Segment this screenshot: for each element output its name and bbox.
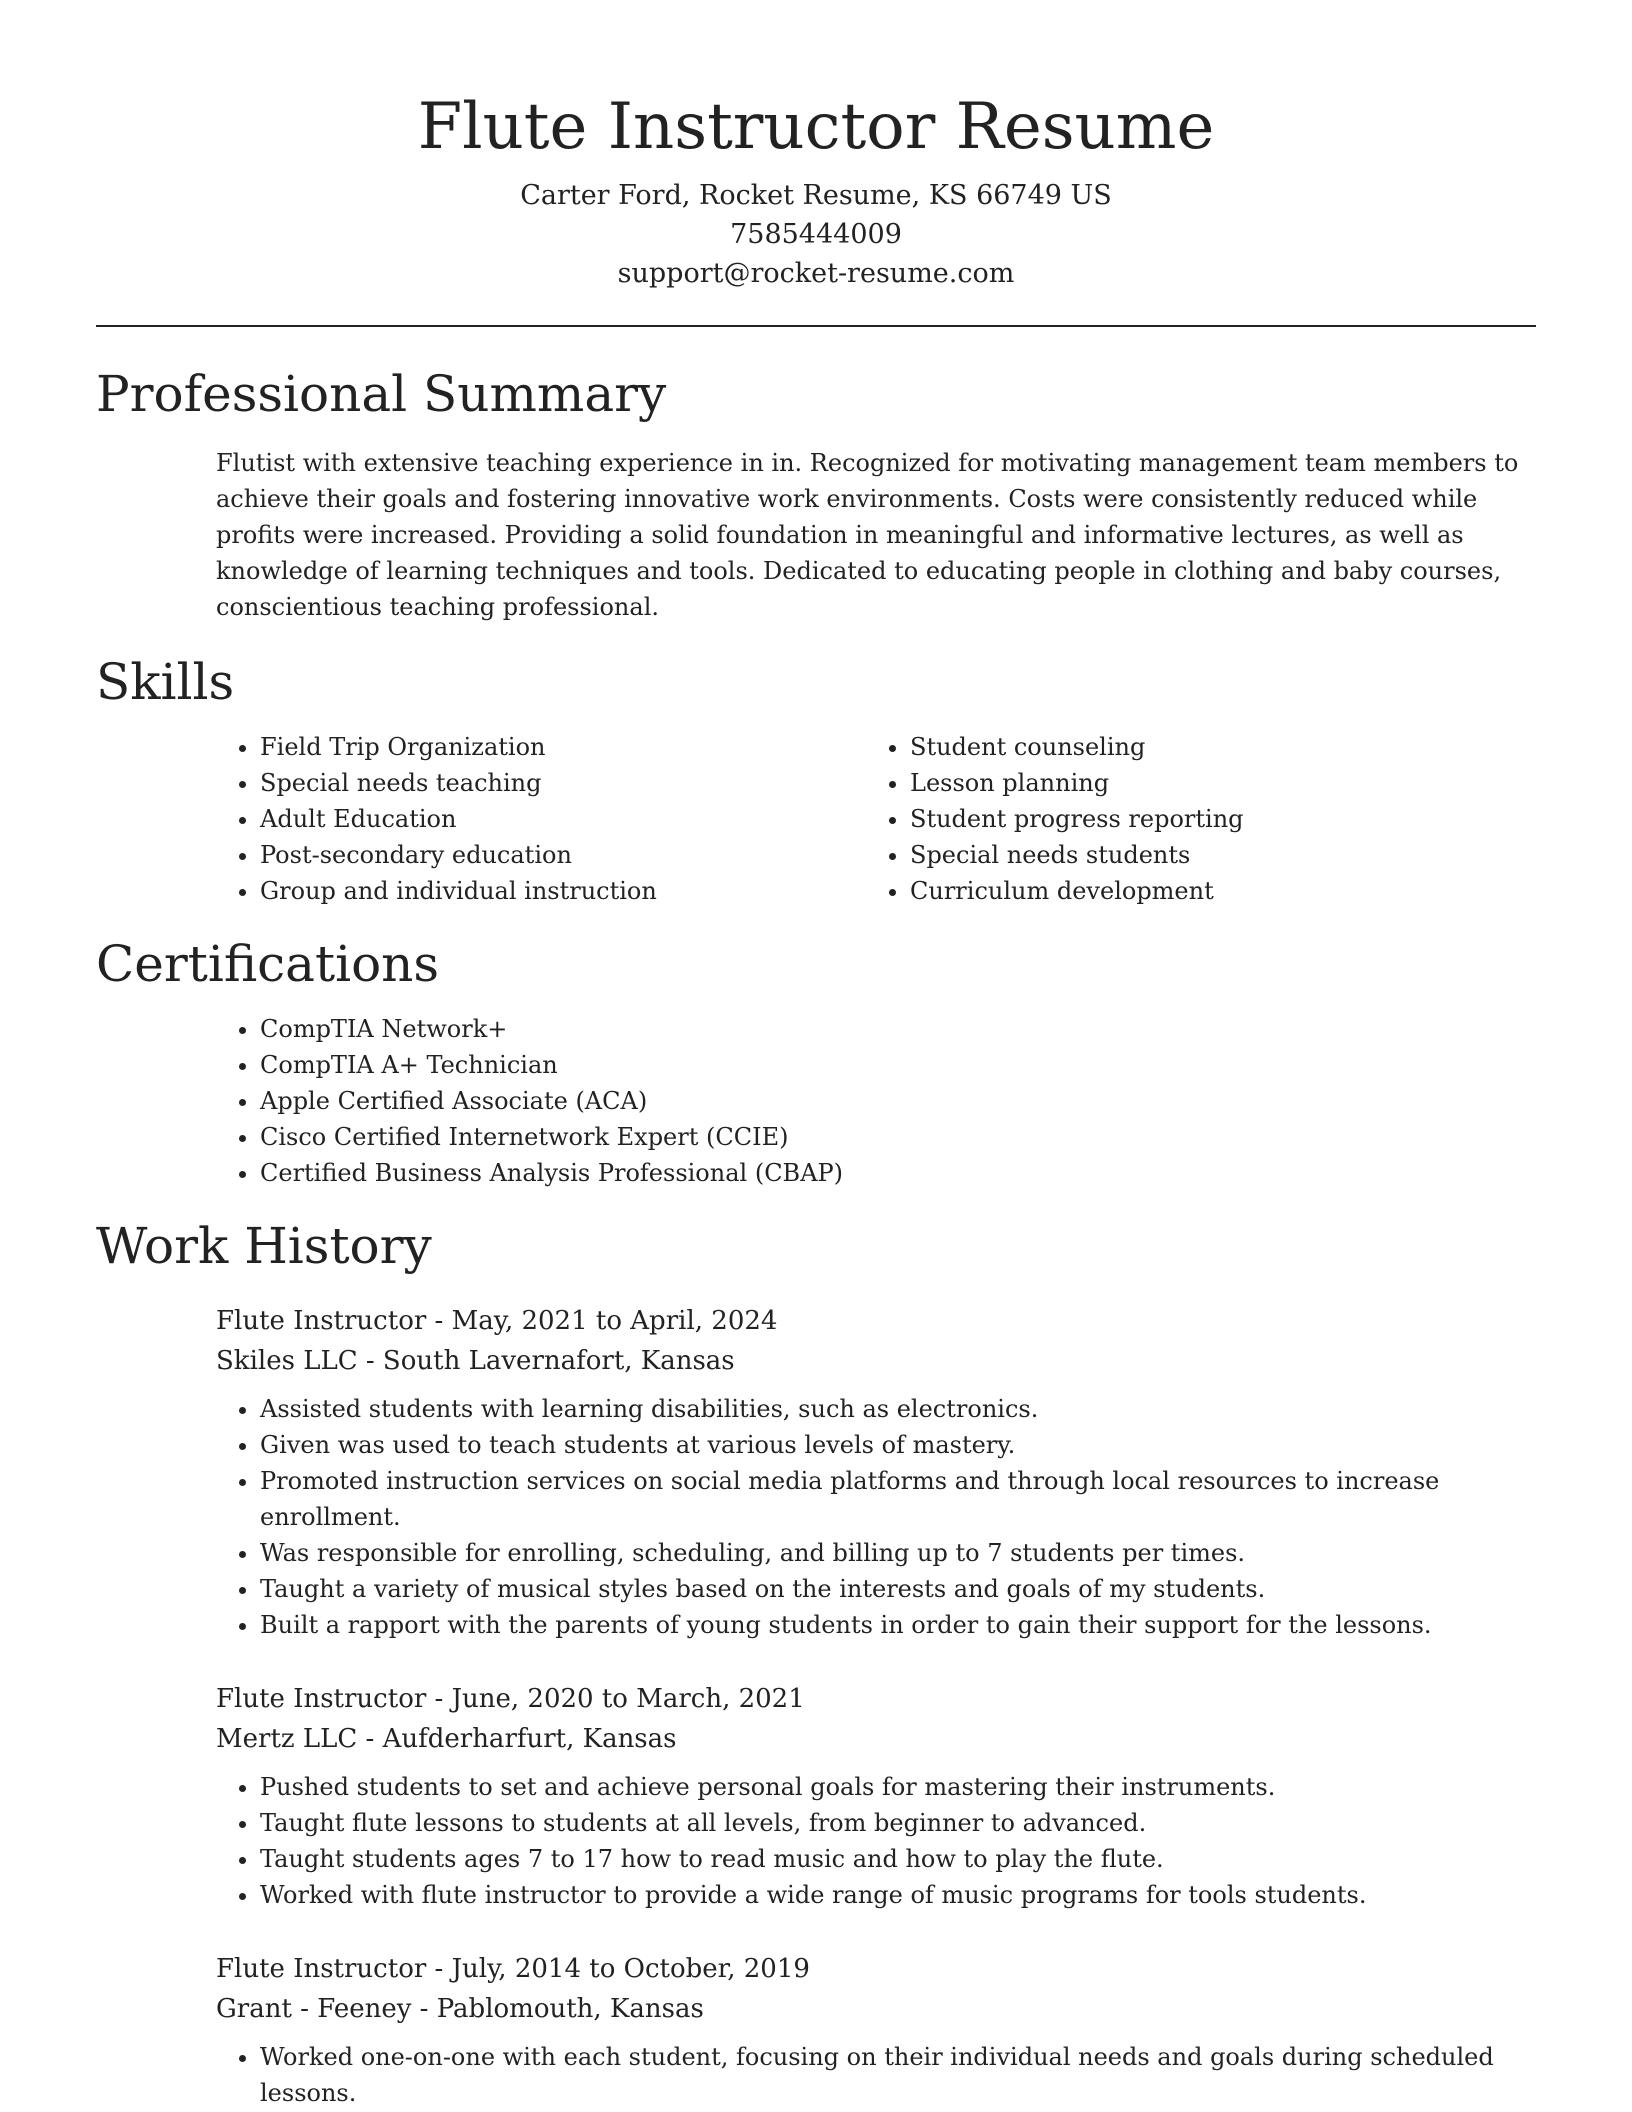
job-entry — [216, 1949, 1536, 2111]
skills-column-left — [216, 729, 866, 909]
job-bullet: • Worked with flute instructor to provide a wide range of music programs for tools students. — [260, 1877, 1536, 1913]
job-bullet: • Worked one-on-one with each student, focusing on their individual needs and goals during scheduled lessons. — [260, 2039, 1536, 2111]
certifications-list — [216, 1011, 1536, 1191]
contact-address: Carter Ford, Rocket Resume, KS 66749 US — [520, 180, 1112, 211]
summary-heading: Professional Summary — [96, 365, 667, 423]
job-company-line: Grant - Feeney - Pablomouth, Kansas — [216, 1994, 704, 2024]
header-divider — [96, 325, 1536, 327]
resume-page — [96, 0, 1536, 2111]
skill-item: • Curriculum development — [910, 873, 1516, 909]
certification-item: • CompTIA Network+ — [260, 1011, 1536, 1047]
certification-item: • Cisco Certified Internetwork Expert (CCIE) — [260, 1119, 1536, 1155]
job-title-line: Flute Instructor - June, 2020 to March, 2021 — [216, 1684, 805, 1714]
job-bullet: • Taught a variety of musical styles based on the interests and goals of my students. — [260, 1571, 1536, 1607]
contact-block — [96, 176, 1536, 293]
certification-item: • Apple Certified Associate (ACA) — [260, 1083, 1536, 1119]
summary-text: Flutist with extensive teaching experience in in. Recognized for motivating management team members to achieve their goals and fostering innovative work environments. Costs were consistently reduced while profits were increased. Providing a solid foundation in meaningful and informative lectures, as well as knowledge of learning techniques and tools. Dedicated to educating people in clothing and baby courses, conscientious teaching professional. — [216, 449, 1519, 621]
job-entry — [216, 1679, 1536, 1913]
certifications-heading: Certifications — [96, 935, 440, 993]
skill-item: • Special needs teaching — [260, 765, 866, 801]
job-title-line: Flute Instructor - July, 2014 to October, 2019 — [216, 1954, 810, 1984]
skill-item: • Special needs students — [910, 837, 1516, 873]
resume-title: Flute Instructor Resume — [417, 90, 1215, 164]
skill-item: • Group and individual instruction — [260, 873, 866, 909]
certification-item: • CompTIA A+ Technician — [260, 1047, 1536, 1083]
job-bullet: • Was responsible for enrolling, scheduling, and billing up to 7 students per times. — [260, 1535, 1536, 1571]
contact-email: support@rocket-resume.com — [617, 258, 1015, 289]
job-bullets — [216, 1391, 1536, 1643]
job-bullets — [216, 2039, 1536, 2111]
skill-item: • Field Trip Organization — [260, 729, 866, 765]
skill-item: • Student progress reporting — [910, 801, 1516, 837]
skill-item: • Post-secondary education — [260, 837, 866, 873]
skills-heading: Skills — [96, 653, 235, 711]
job-bullet: • Pushed students to set and achieve personal goals for mastering their instruments. — [260, 1769, 1536, 1805]
skill-item: • Student counseling — [910, 729, 1516, 765]
job-company-line: Skiles LLC - South Lavernafort, Kansas — [216, 1346, 735, 1376]
certification-item: • Certified Business Analysis Professional (CBAP) — [260, 1155, 1536, 1191]
job-bullet: • Built a rapport with the parents of young students in order to gain their support for the lessons. — [260, 1607, 1536, 1643]
job-bullet: • Assisted students with learning disabilities, such as electronics. — [260, 1391, 1536, 1427]
job-bullet: • Promoted instruction services on social media platforms and through local resources to increase enrollment. — [260, 1463, 1536, 1535]
contact-phone: 7585444009 — [730, 219, 902, 250]
job-entry — [216, 1301, 1536, 1643]
job-title-line: Flute Instructor - May, 2021 to April, 2024 — [216, 1306, 778, 1336]
job-company-line: Mertz LLC - Aufderharfurt, Kansas — [216, 1724, 677, 1754]
work-history-heading: Work History — [96, 1217, 432, 1275]
job-bullet: • Taught flute lessons to students at all levels, from beginner to advanced. — [260, 1805, 1536, 1841]
job-bullet: • Taught students ages 7 to 17 how to read music and how to play the flute. — [260, 1841, 1536, 1877]
skill-item: • Adult Education — [260, 801, 866, 837]
skill-item: • Lesson planning — [910, 765, 1516, 801]
job-bullets — [216, 1769, 1536, 1913]
skills-column-right — [866, 729, 1516, 909]
skills-list — [216, 729, 1536, 909]
job-bullet: • Given was used to teach students at various levels of mastery. — [260, 1427, 1536, 1463]
